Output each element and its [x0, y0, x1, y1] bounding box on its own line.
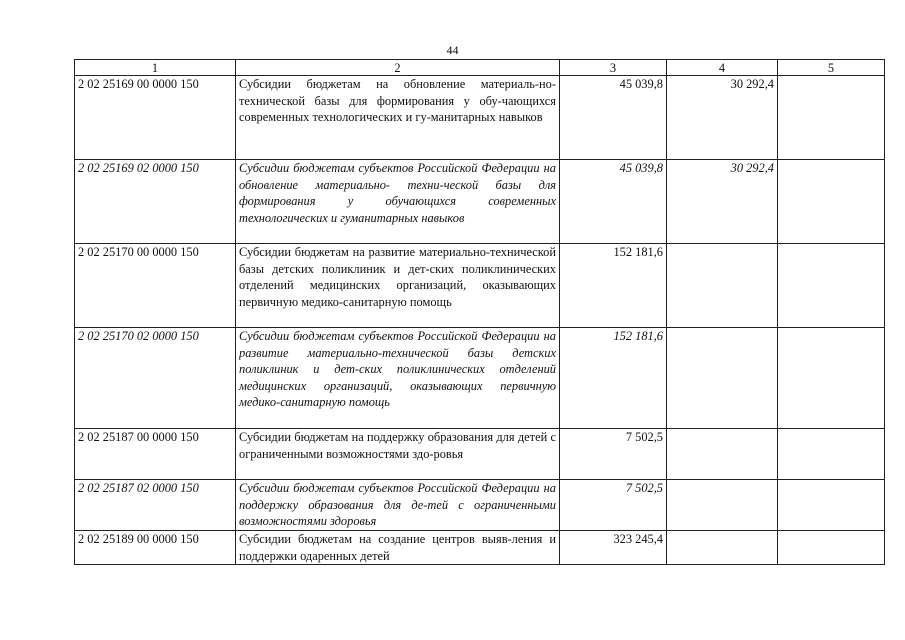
- row-value-col3: 152 181,6: [560, 244, 667, 328]
- column-header-2: 2: [236, 60, 560, 76]
- row-value-col4: [667, 480, 778, 531]
- row-code: 2 02 25169 00 0000 150: [75, 76, 236, 160]
- row-value-col5: [778, 76, 885, 160]
- row-value-col4: [667, 429, 778, 480]
- row-value-col4: 30 292,4: [667, 160, 778, 244]
- table-row: [75, 244, 885, 328]
- row-value-col3: 323 245,4: [560, 531, 667, 565]
- row-name: Субсидии бюджетам на развитие материально-технической базы детских поликлиник и дет-ских поликлинических отделений медицинских организаций, оказывающих первичную медико-санитарную помощь: [236, 244, 560, 328]
- row-value-col3: 7 502,5: [560, 480, 667, 531]
- row-name: Субсидии бюджетам на обновление материаль-но-технической базы для формирования у обу-чающихся современных технологических и гу-манитарных навыков: [236, 76, 560, 160]
- row-code: 2 02 25187 00 0000 150: [75, 429, 236, 480]
- row-code: 2 02 25187 02 0000 150: [75, 480, 236, 531]
- row-value-col4: [667, 244, 778, 328]
- table-row: [75, 429, 885, 480]
- row-code: 2 02 25170 00 0000 150: [75, 244, 236, 328]
- row-value-col3: 45 039,8: [560, 76, 667, 160]
- row-name: Субсидии бюджетам субъектов Российской Федерации на обновление материально- техни-ческой базы для формирования у обучающихся современных технологических и гуманитарных навыков: [236, 160, 560, 244]
- row-value-col3: 45 039,8: [560, 160, 667, 244]
- table-header-row: [75, 60, 885, 76]
- row-name: Субсидии бюджетам на поддержку образования для детей с ограниченными возможностями здо-ровья: [236, 429, 560, 480]
- row-code: 2 02 25169 02 0000 150: [75, 160, 236, 244]
- column-header-5: 5: [778, 60, 885, 76]
- column-header-4: 4: [667, 60, 778, 76]
- table-row: [75, 160, 885, 244]
- row-value-col3: 152 181,6: [560, 328, 667, 429]
- row-value-col5: [778, 480, 885, 531]
- row-value-col5: [778, 244, 885, 328]
- row-value-col5: [778, 531, 885, 565]
- row-value-col5: [778, 328, 885, 429]
- row-value-col5: [778, 429, 885, 480]
- row-code: 2 02 25170 02 0000 150: [75, 328, 236, 429]
- row-value-col3: 7 502,5: [560, 429, 667, 480]
- row-code: 2 02 25189 00 0000 150: [75, 531, 236, 565]
- budget-table: [74, 59, 885, 565]
- row-name: Субсидии бюджетам субъектов Российской Федерации на поддержку образования для де-тей с ограниченными возможностями здоровья: [236, 480, 560, 531]
- column-header-3: 3: [560, 60, 667, 76]
- column-header-1: 1: [75, 60, 236, 76]
- row-name: Субсидии бюджетам на создание центров выяв-ления и поддержки одаренных детей: [236, 531, 560, 565]
- table-row: [75, 531, 885, 565]
- row-value-col4: [667, 531, 778, 565]
- row-value-col4: 30 292,4: [667, 76, 778, 160]
- table-row: [75, 480, 885, 531]
- row-name: Субсидии бюджетам субъектов Российской Федерации на развитие материально-технической базы детских поликлиник и дет-ских поликлинических отделений медицинских организаций, оказывающих первичную медико-санитарную помощь: [236, 328, 560, 429]
- row-value-col5: [778, 160, 885, 244]
- table-row: [75, 76, 885, 160]
- table-row: [75, 328, 885, 429]
- row-value-col4: [667, 328, 778, 429]
- page-number: 44: [446, 43, 459, 57]
